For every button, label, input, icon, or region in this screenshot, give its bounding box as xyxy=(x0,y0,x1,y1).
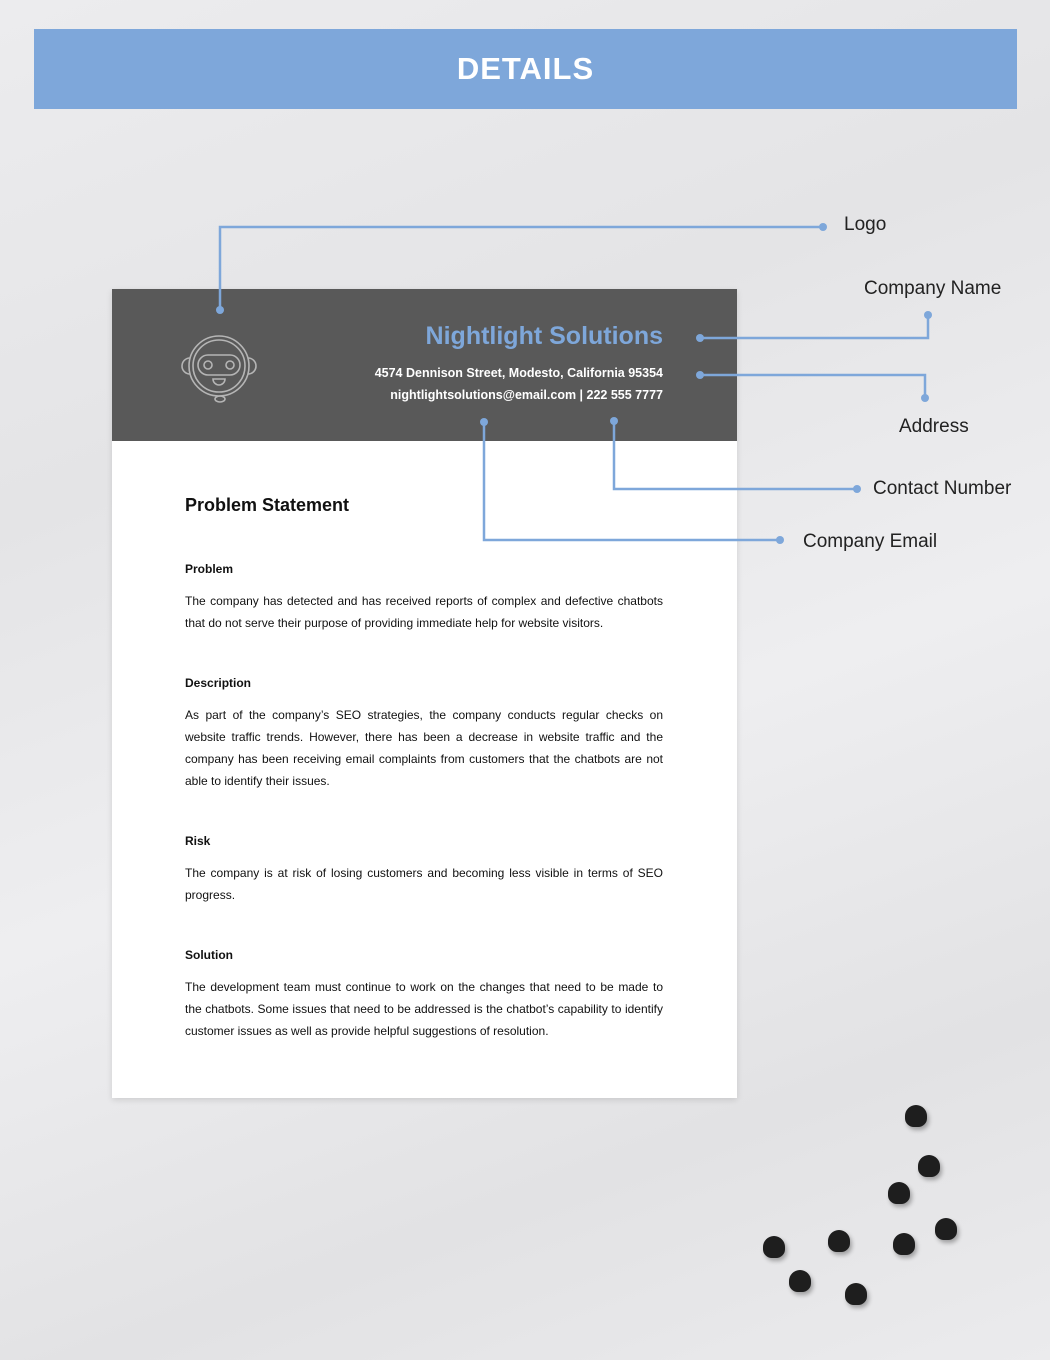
section-heading: Solution xyxy=(185,948,233,962)
pushpin-icon xyxy=(918,1155,940,1177)
callout-company-email: Company Email xyxy=(803,531,938,552)
section-text: The company is at risk of losing customers and becoming less visible in terms of SEO progress. xyxy=(185,866,663,902)
callout-line-contact xyxy=(610,417,861,493)
callout-contact-number: Contact Number xyxy=(873,478,1012,499)
company-name: Nightlight Solutions xyxy=(425,322,663,350)
section-heading: Risk xyxy=(185,834,211,848)
section-heading: Description xyxy=(185,676,252,690)
callout-line-logo xyxy=(216,223,827,314)
section-text: The company has detected and has received reports of complex and defective chatbots that do not serve their purpose of providing immediate help for website visitors. xyxy=(185,594,663,630)
callout-address: Address xyxy=(899,416,969,437)
pushpin-icon xyxy=(828,1230,850,1252)
pushpin-icon xyxy=(893,1233,915,1255)
document-title: Problem Statement xyxy=(185,495,350,515)
callout-line-address xyxy=(696,371,929,402)
pushpin-icon xyxy=(763,1236,785,1258)
company-address: 4574 Dennison Street, Modesto, California 95354 xyxy=(374,366,663,380)
pushpin-icon xyxy=(905,1105,927,1127)
callout-line-company-name xyxy=(696,311,932,342)
pushpin-icon xyxy=(789,1270,811,1292)
section-heading: Problem xyxy=(185,562,234,576)
pushpin-icon xyxy=(935,1218,957,1240)
banner-title: DETAILS xyxy=(456,51,595,86)
company-contact: nightlightsolutions@email.com | 222 555 7777 xyxy=(390,388,663,402)
section-text: The development team must continue to work on the changes that need to be made to the chatbots. Some issues that need to be addressed is the chatbot’s capability to identify customer issues as well as provide helpful suggestions of resolution. xyxy=(185,980,663,1038)
pushpin-icon xyxy=(888,1182,910,1204)
pushpin-icon xyxy=(845,1283,867,1305)
section-text: As part of the company’s SEO strategies, the company conducts regular checks on website traffic trends. However, there has been a decrease in website traffic and the company has been receiving email complaints from customers that the chatbots are not able to identify their issues. xyxy=(185,708,663,788)
callout-line-email xyxy=(480,418,784,544)
callout-company-name: Company Name xyxy=(864,278,1002,299)
callout-logo: Logo xyxy=(844,214,887,235)
